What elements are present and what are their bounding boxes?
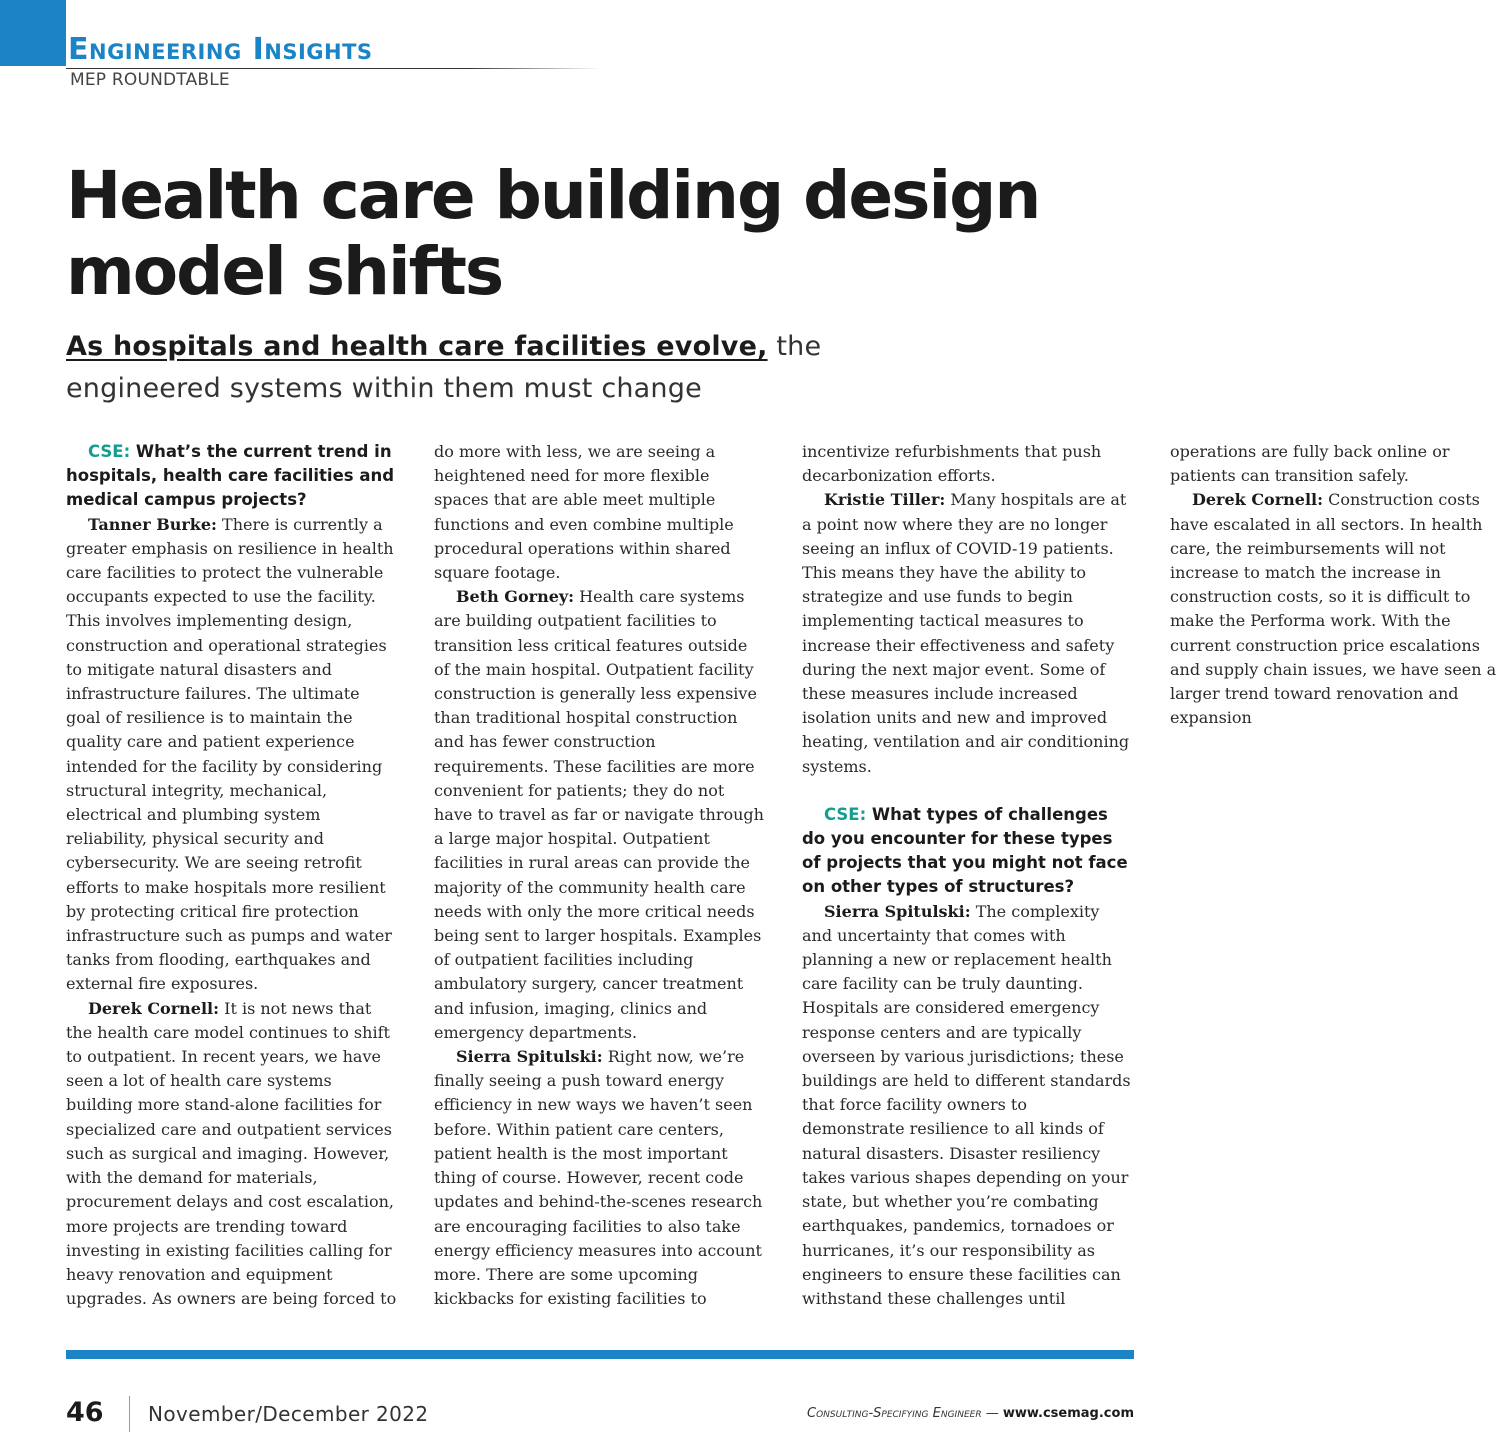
answer-paragraph [802,488,1134,778]
publication-name: Consulting-Specifying Engineer [807,1406,982,1421]
section-title: Engineering Insights [68,32,373,67]
section-subtitle: MEP ROUNDTABLE [70,70,230,90]
footer-separator: — [981,1406,1003,1421]
question-1-text: What’s the current trend in hospitals, health care facilities and medical campus projects? [66,442,395,510]
deck-rest: the engineered systems within them must change [66,331,822,404]
speaker-name: Tanner Burke: [88,514,217,534]
answer-text: It is not news that the health care model continues to shift to outpatient. In recent years, we have seen a lot of health care systems building more stand-alone facilities for specialized care and outpatient services such as surgical and imaging. However, with the demand for materials, procurement delays and cost escalation, more projects are trending toward investing in existing facilities calling for heavy renovation and equipment upgrades. As owners are being forced to do more with less, we are seeing a heightened need for more flexible spaces that are able meet multiple functions and even combine multiple procedural operations within shared square footage. [66,442,734,1309]
section-tab-block [0,0,66,66]
answer-text: Health care systems are building outpatient facilities to transition less critical features outside of the main hospital. Outpatient facility construction is generally less expensive than traditional hospital construction and has fewer construction requirements. These facilities are more convenient for patients; they do not have to travel as far or navigate through a large major hospital. Outpatient facilities in rural areas can provide the majority of the community health care needs with only the more critical needs being sent to larger hospitals. Examples of outpatient facilities including ambulatory surgery, cancer treatment and infusion, imaging, clinics and emergency departments. [434,587,764,1042]
question-2 [802,803,1134,900]
footer-divider [129,1396,130,1432]
deck-lead: As hospitals and health care facilities evolve, [66,331,768,362]
section-rule [66,68,600,69]
speaker-name: Sierra Spitulski: [456,1047,603,1067]
page-number: 46 [66,1397,104,1428]
footer-bar [66,1350,1134,1359]
cse-label: CSE: [824,804,867,824]
article-headline: Health care building design model shifts [66,157,1040,310]
answer-text: Many hospitals are at a point now where they are no longer seeing an influx of COVID-19 patients. This means they have the ability to strategize and use funds to begin implementing tactical measures to increase their effectiveness and safety during the next major event. Some of these measures include increased isolation units and new and improved heating, ventilation and air conditioning systems. [802,490,1130,776]
answer-paragraph [434,585,766,1045]
footer-publication [807,1406,1134,1421]
answer-text: There is currently a greater emphasis on resilience in health care facilities to protect the vulnerable occupants expected to use the facility. This involves implementing design, construction and operational strategies to mitigate natural disasters and infrastructure failures. The ultimate goal of resilience is to maintain the quality care and patient experience intended for the facility by considering structural integrity, mechanical, electrical and plumbing system reliability, physical security and cybersecurity. We are seeing retrofit efforts to make hospitals more resilient by protecting critical fire protection infrastructure such as pumps and water tanks from flooding, earthquakes and external fire exposures. [66,514,394,994]
speaker-name: Kristie Tiller: [824,490,946,510]
cse-label: CSE: [88,442,131,461]
answer-text: Right now, we’re finally seeing a push toward energy efficiency in new ways we haven’t seen before. Within patient care centers, patient health is the most important thing of course. However, recent code updates and behind-the-scenes research are encouraging facilities to also take energy efficiency measures into account more. There are some upcoming kickbacks for existing facilities to incentivize refurbishments that push decarbonization efforts. [434,442,1102,1309]
website-link[interactable]: www.csemag.com [1002,1406,1134,1421]
question-1 [66,440,398,513]
speaker-name: Derek Cornell: [88,998,220,1018]
issue-date: November/December 2022 [148,1402,429,1426]
answer-paragraph [66,513,398,997]
question-2-text: What types of challenges do you encounter for these types of projects that you might not face on other types of structures? [802,804,1128,897]
answer-text: The complexity and uncertainty that comes with planning a new or replacement health care facility can be truly daunting. Hospitals are considered emergency response centers and are typically overseen by various jurisdictions; these buildings are held to different standards that force facility owners to demonstrate resilience to all kinds of natural disasters. Disaster resiliency takes various shapes depending on your state, but whether you’re combating earthquakes, pandemics, tornadoes or hurricanes, it’s our responsibility as engineers to ensure these facilities can withstand these challenges until operations are fully back online or patients can transition safely. [802,442,1450,1308]
speaker-name: Beth Gorney: [456,587,575,607]
article-deck [66,326,966,410]
answer-text: Construction costs have escalated in all sectors. In health care, the reimbursements will not increase to match the increase in construction costs, so it is difficult to make the Performa work. With the current construction price escalations and supply chain issues, we have seen a larger trend toward renovation and expansion [1170,490,1497,728]
speaker-name: Sierra Spitulski: [824,901,971,921]
speaker-name: Derek Cornell: [1192,490,1324,510]
answer-paragraph [1170,488,1502,730]
article-body [66,440,1497,1335]
